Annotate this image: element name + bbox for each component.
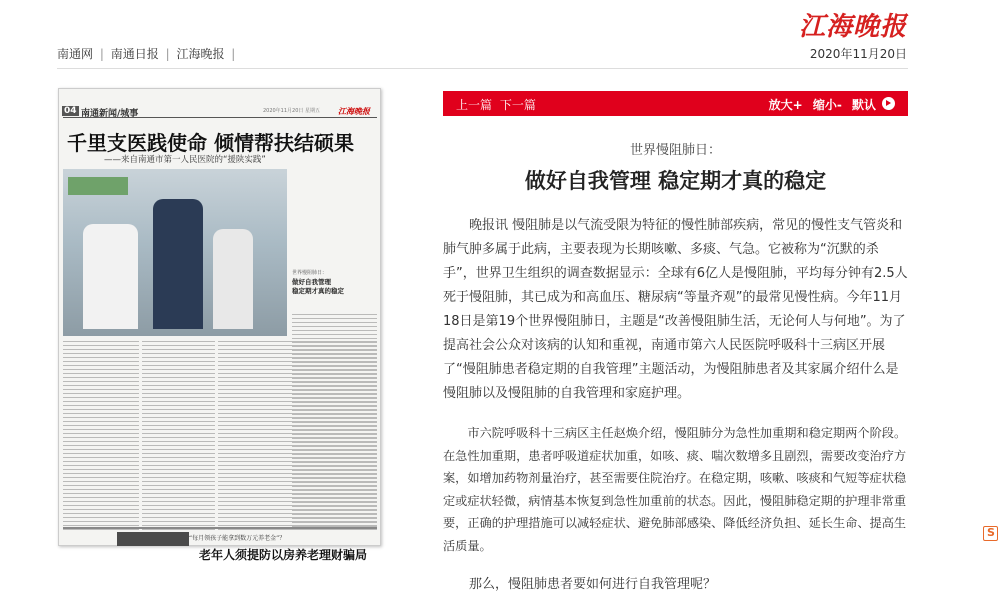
paper-date-line: 2020年11月20日 星期五 [262, 108, 320, 114]
paper-inset-image [117, 532, 189, 546]
article-kicker: 世界慢阻肺日： [629, 143, 721, 158]
newspaper-page-image[interactable] [58, 88, 381, 562]
next-article-button[interactable]: 下一篇 [499, 98, 536, 112]
issue-date: 2020年11月20日 [809, 47, 907, 61]
site-logo[interactable]: 江海晚报 [798, 12, 907, 42]
side-kicker: 世界慢阻肺日： [292, 270, 328, 276]
article-title: 做好自我管理 稳定期才真的稳定 [524, 169, 827, 193]
header-divider [57, 68, 908, 69]
photo-figure [83, 224, 138, 329]
article-body [443, 214, 908, 613]
paper-subheadline: ——来自南通市第一人民医院的“援陕实践” [104, 155, 266, 165]
paper-side-article-title[interactable] [292, 269, 377, 309]
paper-photo [63, 169, 287, 336]
paper-page-number: 04 [64, 106, 77, 116]
reset-zoom-button[interactable]: 默认 [851, 98, 876, 112]
column-gap [215, 341, 218, 541]
link-jianghai-evening[interactable]: 江海晚报 [176, 47, 225, 61]
separator: | [165, 47, 170, 61]
side-title-line: 稳定期才真的稳定 [292, 287, 344, 295]
photo-banner [68, 177, 128, 195]
paper-section: 南通新闻/城事 [81, 109, 139, 119]
article-paragraph: 晚报讯 慢阻肺是以气流受限为特征的慢性肺部疾病，常见的慢性支气管炎和肺气肿多属于此病，主要表现为长期咳嗽、多痰、气急。它被称为“沉默的杀手”，世界卫生组织的调查数据显示：全球有6亿人是慢阻肺，平均每分钟有2.5人死于慢阻肺，其已成为和高血压、糖尿病“等量齐观”的最常见慢性病。今年11月18日是第19个世界慢阻肺日，主题是“改善慢阻肺生活，无论何人与何地”。为了提高社会公众对该病的认知和重视，南通市第六人民医院呼吸科十三病区开展了“慢阻肺患者稳定期的自我管理”主题活动，为慢阻肺患者及其家属介绍什么是慢阻肺以及慢阻肺的自我管理和家庭护理。 [443, 218, 908, 401]
paper-bottom-kicker: “每月领孩子能拿到数万元养老金”？ [189, 535, 286, 542]
photo-figure [153, 199, 203, 329]
side-title-line: 做好自我管理 [292, 278, 331, 286]
site-links [57, 45, 238, 62]
prev-article-button[interactable]: 上一篇 [456, 98, 493, 112]
paper-logo: 江海晚报 [338, 107, 370, 116]
zoom-in-button[interactable]: 放大+ [768, 98, 803, 112]
article-paragraph: 市六院呼吸科十三病区主任赵焕介绍，慢阻肺分为急性加重期和稳定期两个阶段。在急性加重期，患者呼吸道症状加重，如咳、痰、喘次数增多且剧烈，需要改变治疗方案，如增加药物剂量治疗，甚至需要住院治疗。在稳定期，咳嗽、咳痰和气短等症状稳定或症状轻微，病情基本恢复到急性加重前的状态。因此，慢阻肺稳定期的护理非常重要，正确的护理措施可以减轻症状、避免肺部感染、降低经济负担、延长生命、提高生活质量。 [443, 426, 907, 553]
link-nantong-net[interactable]: 南通网 [57, 47, 94, 61]
paper-bottom-headline[interactable]: 老年人须提防以房养老理财骗局 [199, 548, 368, 562]
zoom-controls [763, 96, 876, 113]
separator: | [231, 47, 236, 61]
zoom-out-button[interactable]: 缩小- [812, 98, 842, 112]
play-circle-icon[interactable] [882, 97, 895, 110]
paper-divider [63, 527, 377, 529]
column-gap [139, 341, 142, 541]
share-icon[interactable] [983, 526, 998, 541]
photo-figure [213, 229, 253, 329]
article-paragraph: 那么，慢阻肺患者要如何进行自我管理呢？ [469, 577, 717, 592]
link-nantong-daily[interactable]: 南通日报 [110, 47, 159, 61]
site-header [0, 0, 1000, 90]
paper-side-text [292, 314, 377, 529]
paper-headline[interactable]: 千里支医践使命 倾情帮扶结硕果 [67, 131, 354, 155]
article-toolbar [443, 91, 908, 116]
article-nav [456, 96, 540, 113]
separator: | [99, 47, 104, 61]
